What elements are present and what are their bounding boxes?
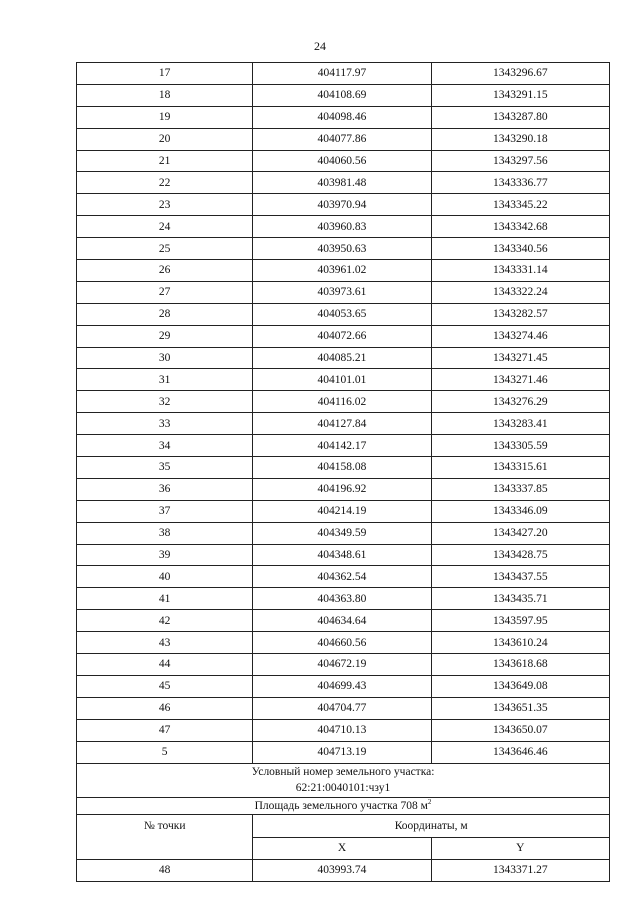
x-coordinate-cell: 404713.19 [253,741,431,763]
header-point-no: № точки [77,815,253,860]
y-coordinate-cell: 1343610.24 [431,632,609,654]
x-coordinate-cell: 403970.94 [253,194,431,216]
y-coordinate-cell: 1343290.18 [431,128,609,150]
point-number-cell: 30 [77,347,253,369]
y-coordinate-cell: 1343276.29 [431,391,609,413]
y-coordinate-cell: 1343287.80 [431,106,609,128]
point-number-cell: 24 [77,216,253,238]
x-coordinate-cell: 403961.02 [253,260,431,282]
table-row [77,84,610,106]
x-coordinate-cell: 404116.02 [253,391,431,413]
y-coordinate-cell: 1343271.45 [431,347,609,369]
point-number-cell: 21 [77,150,253,172]
point-number-cell: 18 [77,84,253,106]
x-coordinate-cell: 404699.43 [253,675,431,697]
point-number-cell: 34 [77,435,253,457]
table-row [77,260,610,282]
area-row [77,797,610,815]
table-row [77,281,610,303]
point-number-cell: 23 [77,194,253,216]
table-row [77,238,610,260]
point-number-cell: 26 [77,260,253,282]
point-number-cell: 41 [77,588,253,610]
x-coordinate-cell: 404072.66 [253,325,431,347]
x-coordinate-cell: 404196.92 [253,478,431,500]
x-coordinate-cell: 404142.17 [253,435,431,457]
x-coordinate-cell: 404085.21 [253,347,431,369]
table-row [77,150,610,172]
x-coordinate-cell: 404710.13 [253,719,431,741]
x-coordinate-cell: 404053.65 [253,303,431,325]
table-row [77,632,610,654]
point-number-cell: 35 [77,457,253,479]
parcel-label: Условный номер земельного участка: [77,763,610,780]
point-number-cell: 47 [77,719,253,741]
point-number-cell: 19 [77,106,253,128]
y-coordinate-cell: 1343428.75 [431,544,609,566]
y-coordinate-cell: 1343650.07 [431,719,609,741]
point-number-cell: 42 [77,610,253,632]
table-row [77,172,610,194]
table-row [77,588,610,610]
table-row [77,500,610,522]
table-row [77,128,610,150]
table-row [77,610,610,632]
header-coordinates: Координаты, м [253,815,610,838]
point-number-cell: 29 [77,325,253,347]
y-coordinate-cell: 1343271.46 [431,369,609,391]
y-coordinate-cell: 1343646.46 [431,741,609,763]
page-number: 24 [314,39,326,53]
table-row [77,675,610,697]
table-row [77,216,610,238]
table-row [77,391,610,413]
x-coordinate-cell: 403950.63 [253,238,431,260]
y-coordinate-cell: 1343336.77 [431,172,609,194]
table-row [77,522,610,544]
x-coordinate-cell: 404098.46 [253,106,431,128]
y-coordinate-cell: 1343305.59 [431,435,609,457]
table-row [77,63,610,85]
x-coordinate-cell: 404362.54 [253,566,431,588]
table-row [77,566,610,588]
point-number-cell: 43 [77,632,253,654]
x-coordinate-cell: 404672.19 [253,654,431,676]
x-coordinate-cell: 404108.69 [253,84,431,106]
area-cell [77,797,610,815]
y-coordinate-cell: 1343315.61 [431,457,609,479]
y-coordinate-cell: 1343291.15 [431,84,609,106]
y-coordinate-cell: 1343340.56 [431,238,609,260]
y-coordinate-cell: 1343649.08 [431,675,609,697]
point-number-cell: 32 [77,391,253,413]
table-row [77,369,610,391]
y-coordinate-cell: 1343322.24 [431,281,609,303]
coordinates-table [76,62,610,882]
point-number-cell: 39 [77,544,253,566]
point-number-cell: 28 [77,303,253,325]
table-row [77,347,610,369]
point-number-cell: 36 [77,478,253,500]
x-coordinate-cell: 404101.01 [253,369,431,391]
y-coordinate-cell: 1343427.20 [431,522,609,544]
y-coordinate-cell: 1343297.56 [431,150,609,172]
x-coordinate-cell: 404660.56 [253,632,431,654]
x-coordinate-cell: 404077.86 [253,128,431,150]
area-text: Площадь земельного участка 708 м [254,799,428,812]
table-row [77,544,610,566]
y-coordinate-cell: 1343437.55 [431,566,609,588]
x-coordinate-cell: 404348.61 [253,544,431,566]
point-number-cell: 27 [77,281,253,303]
y-coordinate-cell: 1343274.46 [431,325,609,347]
point-number-cell: 40 [77,566,253,588]
y-coordinate-cell: 1343346.09 [431,500,609,522]
table-row [77,106,610,128]
table-row [77,194,610,216]
coordinates-table-body [77,63,610,764]
table-row [77,697,610,719]
y-coordinate-cell: 1343435.71 [431,588,609,610]
x-coordinate-cell: 404117.97 [253,63,431,85]
x-coordinate-cell: 404127.84 [253,413,431,435]
last-row-point: 48 [77,860,253,882]
x-coordinate-cell: 404704.77 [253,697,431,719]
point-number-cell: 33 [77,413,253,435]
table-row [77,654,610,676]
table-row [77,860,610,882]
header-row [77,815,610,838]
point-number-cell: 38 [77,522,253,544]
parcel-number: 62:21:0040101:чзу1 [77,780,610,797]
parcel-number-row [77,780,610,797]
x-coordinate-cell: 404158.08 [253,457,431,479]
parcel-label-row [77,763,610,780]
table-row [77,435,610,457]
y-coordinate-cell: 1343618.68 [431,654,609,676]
header-x: X [253,837,431,860]
table-row [77,303,610,325]
header-y: Y [431,837,609,860]
table-row [77,325,610,347]
x-coordinate-cell: 404060.56 [253,150,431,172]
y-coordinate-cell: 1343345.22 [431,194,609,216]
last-row-y: 1343371.27 [431,860,609,882]
y-coordinate-cell: 1343342.68 [431,216,609,238]
x-coordinate-cell: 404214.19 [253,500,431,522]
last-row-x: 403993.74 [253,860,431,882]
point-number-cell: 25 [77,238,253,260]
y-coordinate-cell: 1343597.95 [431,610,609,632]
point-number-cell: 46 [77,697,253,719]
y-coordinate-cell: 1343331.14 [431,260,609,282]
y-coordinate-cell: 1343651.35 [431,697,609,719]
y-coordinate-cell: 1343337.85 [431,478,609,500]
x-coordinate-cell: 403960.83 [253,216,431,238]
point-number-cell: 20 [77,128,253,150]
point-number-cell: 45 [77,675,253,697]
point-number-cell: 37 [77,500,253,522]
table-row [77,719,610,741]
y-coordinate-cell: 1343296.67 [431,63,609,85]
table-row [77,457,610,479]
area-unit-superscript: 2 [427,797,432,806]
point-number-cell: 22 [77,172,253,194]
point-number-cell: 31 [77,369,253,391]
point-number-cell: 5 [77,741,253,763]
x-coordinate-cell: 403973.61 [253,281,431,303]
point-number-cell: 44 [77,654,253,676]
x-coordinate-cell: 404349.59 [253,522,431,544]
table-row [77,413,610,435]
x-coordinate-cell: 403981.48 [253,172,431,194]
x-coordinate-cell: 404363.80 [253,588,431,610]
y-coordinate-cell: 1343282.57 [431,303,609,325]
point-number-cell: 17 [77,63,253,85]
x-coordinate-cell: 404634.64 [253,610,431,632]
table-row [77,478,610,500]
y-coordinate-cell: 1343283.41 [431,413,609,435]
table-row [77,741,610,763]
